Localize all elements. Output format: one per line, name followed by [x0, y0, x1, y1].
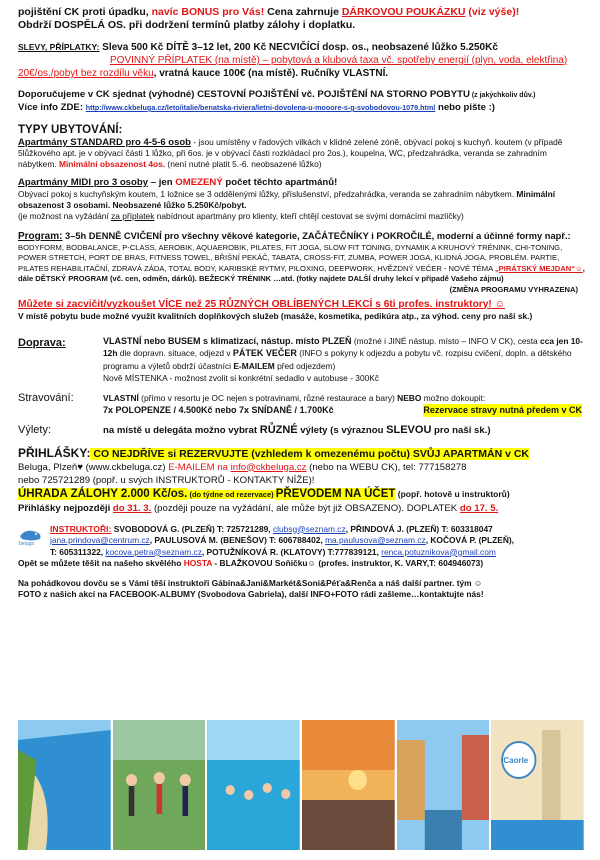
nejpozdeji-line: [18, 502, 586, 515]
vylety-a: na místě u delegáta možno vybrat: [103, 424, 260, 436]
nejpozdeji-b: (později pouze na vyžádání, ale může být již OBSAZENO). DOPLATEK: [151, 502, 460, 514]
photo-caorle: [491, 720, 584, 850]
uhrada-line: [18, 487, 586, 502]
vylety-d: SLEVOU: [386, 423, 432, 436]
stravovani-text: [103, 392, 586, 417]
hosta-label: HOSTA: [183, 558, 213, 568]
slevy-label: SLEVY, PŘÍPLATKY:: [18, 42, 100, 52]
uhrada-zalohy: ÚHRADA ZÁLOHY 2.000 Kč/os.: [18, 487, 188, 500]
strav-a: VLASTNÍ: [103, 392, 139, 403]
vylety-text: [103, 424, 586, 437]
uhrada-small: (do týdne od rezervace): [187, 489, 276, 499]
closing-line-1: Na pohádkovou dovču se s Vámi těší instruktoři Gábina&Jani&Markét&Soni&Péťa&Renča a náš další partner. tým ☺: [18, 578, 483, 588]
hosta-a: Opět se můžete těšit na našeho skvělého: [18, 558, 184, 568]
nejpozdeji-a: Přihlášky nejpozději: [18, 502, 113, 514]
pojisteni-text: Doporučujeme v CK sjednat (výhodné) CESTOVNÍ POJIŠTĚNÍ vč. POJIŠTĚNÍ NA STORNO POBYTU: [18, 89, 470, 100]
photo-pool-aerobics: [207, 720, 300, 850]
photo-sunset: [302, 720, 395, 850]
email-link-potuznikova[interactable]: renca.potuznikova@gmail.com: [381, 546, 496, 557]
beluga-logo-icon: [18, 524, 44, 546]
email-link-kocova[interactable]: kocova.petra@seznam.cz: [105, 546, 202, 557]
email-link-paulusova[interactable]: ma.paulusova@seznam.cz: [325, 535, 426, 545]
omezeny-text: OMEZENÝ: [175, 177, 223, 188]
vylety-b: RŮZNÉ: [259, 423, 298, 436]
stravovani-row: [18, 392, 586, 417]
lekce-text: V místě pobytu bude možné využít kvalitních doplňkových služeb (masáže, kosmetika, pedikúra atp., za výhod. ceny pro naši sk.): [18, 310, 533, 321]
strav-c: NEBO: [397, 392, 422, 403]
closing-line-2: FOTO z našich akcí na FACEBOOK-ALBUMY (Svobodova Gabriela), další INFO+FOTO rádi zašleme…kontaktujte nás!: [18, 589, 484, 599]
instr-t6: , POTUŽNÍKOVÁ R. (KLATOVY) T:777839121,: [201, 546, 382, 557]
pojisteni-small: (z jakýchkoliv dův.): [469, 92, 536, 99]
prihlasky-label: PŘIHLÁŠKY:: [18, 445, 91, 460]
midi-text: počet těchto apartmánů!: [222, 177, 338, 188]
hosta-line: [18, 558, 586, 569]
standard-min: Minimální obsazenost 4os.: [58, 159, 166, 169]
strav-b: (přímo v resortu je OC nejen s potravinami, různé restaurace a bary): [138, 392, 398, 403]
midi-note-underline: za příplatek: [111, 211, 155, 221]
beluga-link[interactable]: http://www.ckbeluga.cz/leto/italie/benatska-riviera/letni-dovolena-u-mooore-s-g-svobodovou-1079.html: [85, 103, 436, 112]
svg-text:beluga: beluga: [19, 540, 35, 546]
doprava-row: [18, 335, 586, 385]
na-text: na: [214, 461, 231, 473]
rezervace-stravy: Rezervace stravy nutná předem v CK: [423, 405, 582, 415]
midi-title: [18, 177, 586, 189]
info-email-link[interactable]: info@ckbeluga.cz: [230, 461, 307, 473]
instruktori-text: [50, 524, 586, 559]
instr-t3: , PAULUSOVÁ M. (BENEŠOV) T: 606788402,: [149, 535, 326, 545]
intro-text: (viz výše)!: [465, 6, 520, 18]
piratsky-mejdan: „PIRÁTSKÝ MEJDAN“☺: [494, 263, 583, 273]
photo-yoga-group: [113, 720, 206, 850]
vylety-label: Výlety:: [18, 423, 52, 436]
bonus-text: navíc BONUS pro Vás!: [151, 6, 265, 18]
email-link-prindova[interactable]: jana.prindova@centrum.cz: [50, 535, 150, 545]
program-list: BODYFORM, BODBALANCE, P-CLASS, AEROBIK, AQUAEROBIK, PILATES, FIT JOGA, SLOW FIT TONING, DYNAMIK A KRUHOVÝ TRÉNINK, CHI-TONING, POWER STRETCH, PORT DE BRAS, FITNESS TOWEL, BŘIŠNÍ PEKÁČ, TABATA, CROSS-FIT, ZUMBA, POWER JOGA, KLIDNÁ JOGA, PROBLÉM. PARTIE, PILATES REHABILITAČNÍ, ZDRAVÁ ZÁDA, TOTAL BODY, KARIBSKÉ RYTMY, PILOXING, DEEPWORK, HVĚZDNÝ VEČER - NOVÉ TÉMA: [18, 242, 563, 273]
intro-line-2: Obdrží DOSPĚLÁ OS. při dodržení termínů platby zálohy i doplatku.: [18, 19, 356, 31]
midi-note: [18, 211, 586, 222]
more-info-label: Více info ZDE:: [18, 102, 86, 113]
instr-t2: , PŘINDOVÁ J. (PLZEŇ) T: 603318047: [345, 523, 493, 534]
prihlasky-highlight: CO NEJDŘÍVE si REZERVUJTE (vzhledem k omezenému počtu) SVŮJ APARTMÁN v CK: [90, 447, 530, 460]
program-change: (ZMĚNA PROGRAMU VYHRAZENA): [449, 284, 578, 294]
midi-min: Minimální obsazenost 3 osobami. Neobsazené lůžko 5.250Kč/pobyt.: [18, 189, 556, 210]
beluga-text: Beluga, Plzeň♥ (www.ckbeluga.cz): [18, 461, 169, 473]
slevy-text: Sleva 500 Kč DÍTĚ 3–12 let, 200 Kč NECVIČÍCÍ dosp. os., neobsazené lůžko 5.250Kč: [99, 42, 498, 53]
povinny-priplatek: POVINNÝ PŘÍPLATEK (na místě) – pobytová a klubová taxa vč. spotřeby energií (plyn, voda, elektřina) 20€/os./pobyt bez rozdílu věku: [18, 55, 568, 79]
prevodem: PŘEVODEM NA ÚČET: [275, 487, 396, 500]
program-intro: 3–5h DENNĚ CVIČENÍ pro všechny věkové kategorie, ZAČÁTEČNÍKY i POKROČILÉ, moderní a účinné formy např.:: [62, 231, 571, 241]
doprava-f: (INFO s pokyny k odjezdu a pobytu vč. rozpisu cvičení, dopln. a dětského programu a výletů obdrží účastníci: [103, 348, 572, 371]
doprava-h: před odjezdem): [274, 360, 336, 371]
hosta-b: - BLAŽKOVOU Soňičku☺ (profes. instruktor, K. VARY,T: 604946073): [212, 558, 484, 568]
ubytovani-title: TYPY UBYTOVÁNÍ:: [18, 124, 123, 136]
standard-text: - jsou umístěny v řadových vilkách v klidné zelené zóně, obývací pokoj s kuchyň. koutem (v případě 5lůžkového apt. je v obývací části 1 lůžko, při 6os. je v obývací části rozkládací pro 2os.), koupelna, WC, předzahrádka, veranda se zahradním nábytkem.: [18, 137, 563, 169]
program-block: [18, 231, 586, 294]
doplatek-date: do 17. 5.: [459, 502, 499, 514]
stravovani-label: Stravování:: [18, 391, 74, 404]
instruktori-block: [18, 524, 586, 559]
vylety-row: [18, 424, 586, 437]
emailem-text: E-MAILEM: [168, 461, 215, 473]
doprava-c: cca jen 10-12h: [103, 335, 583, 358]
midi-text: – jen: [148, 177, 176, 188]
doprava-d: dle dopravn. situace, odjezd v: [117, 348, 233, 358]
beluga-text-b: (nebo na WEBU CK), tel: 777158278: [306, 461, 467, 473]
doprava-e: PÁTEK VEČER: [232, 348, 297, 358]
strav-d: možno dokoupit:: [421, 392, 486, 403]
pojisteni-line-1: [18, 89, 586, 102]
intro-text: Cena zahrnuje: [264, 6, 342, 18]
doprava-b: (možné i JINÉ nástup. místo – INFO V CK), cesta: [351, 335, 541, 346]
program-label: Program:: [18, 231, 63, 242]
email-link-svobodova[interactable]: clubsg@seznam.cz: [272, 523, 346, 534]
instr-t4: , KOČOVÁ P. (PLZEŇ),: [425, 535, 514, 545]
photo-strip: [18, 720, 584, 850]
doprava-text: [103, 335, 586, 385]
midi-description: [18, 189, 586, 211]
vylety-c: výlety (s výraznou: [297, 424, 387, 436]
doprava-label: Doprava:: [18, 336, 66, 349]
slevy-block: [18, 41, 586, 80]
caorle-label: Caorle: [503, 756, 529, 765]
photo-canal-town: [397, 720, 490, 850]
program-list-b: , dále DĚTSKÝ PROGRAM (vč. cen, odměn, dárků). BEŽECKÝ TRÉNINK …atd. (fotky najdete DALŠÍ druhy lekcí v případě Vašeho zájmu): [18, 263, 585, 283]
doprava-g: E-MAILEM: [233, 360, 275, 371]
vratna-kauce: , vratná kauce 100€ (na místě). Ručníky VLASTNÍ.: [153, 68, 389, 79]
prihlasky-line-1: [18, 446, 586, 461]
photo-beach-aerial: [18, 720, 111, 850]
instruktori-label: INSTRUKTOŘI:: [50, 523, 112, 534]
prihlasky-line-3: nebo 725721289 (popř. u svých INSTRUKTORŮ - KONTAKTY NÍŽE)!: [18, 474, 315, 486]
deadline-date: do 31. 3.: [112, 502, 152, 514]
doprava-mistenka: Nově MÍSTENKA - možnost zvolit si konkrétní sedadlo v autobuse - 300Kč: [103, 373, 380, 383]
standard-label: Apartmány STANDARD pro 4-5-6 osob: [18, 137, 191, 148]
standard-apartment: [18, 137, 586, 170]
midi-desc-text: Obývací pokoj s kuchyňským koutem, 1 ložnice se 3 oddělenými lůžky, příslušenství, předzahrádka, veranda se zahradním nábytkem.: [18, 189, 517, 199]
midi-label: Apartmány MIDI pro 3 osoby: [18, 177, 149, 188]
more-info-tail: nebo pište :): [435, 102, 495, 113]
intro-text: pojištění CK proti úpadku,: [18, 6, 152, 18]
instr-t1: SVOBODOVÁ G. (PLZEŇ) T: 725721289,: [111, 523, 273, 534]
midi-note-text: (je možnost na vyžádání: [18, 211, 112, 221]
midi-note-text: nabídnout apartmány pro klienty, kteří chtějí cestovat se svými domácími mazlíčky): [154, 211, 464, 221]
standard-tail: (není nutné platit 5.-6. neobsazené lůžko): [165, 159, 322, 169]
uhrada-tail: (popř. hotově u instruktorů): [395, 488, 510, 499]
lekce-title: Můžete si zacvičit/vyzkoušet VÍCE než 25 RŮZNÝCH OBLÍBENÝCH LEKCÍ s 6ti profes. instruktory! ☺: [18, 298, 506, 310]
prihlasky-line-2: [18, 461, 586, 474]
strav-polopenze: 7x POLOPENZE / 4.500Kč nebo 7x SNÍDANĚ / 1.700Kč: [103, 405, 334, 415]
vylety-e: pro naši sk.): [431, 424, 491, 436]
instr-t5: T: 605311322,: [50, 546, 106, 557]
doprava-a: VLASTNÍ nebo BUSEM s klimatizací, nástup. místo PLZEŇ: [103, 335, 352, 346]
intro-line-1: [18, 6, 586, 19]
gift-voucher-text: DÁRKOVOU POUKÁZKU: [341, 6, 466, 18]
pojisteni-line-2: [18, 102, 586, 114]
